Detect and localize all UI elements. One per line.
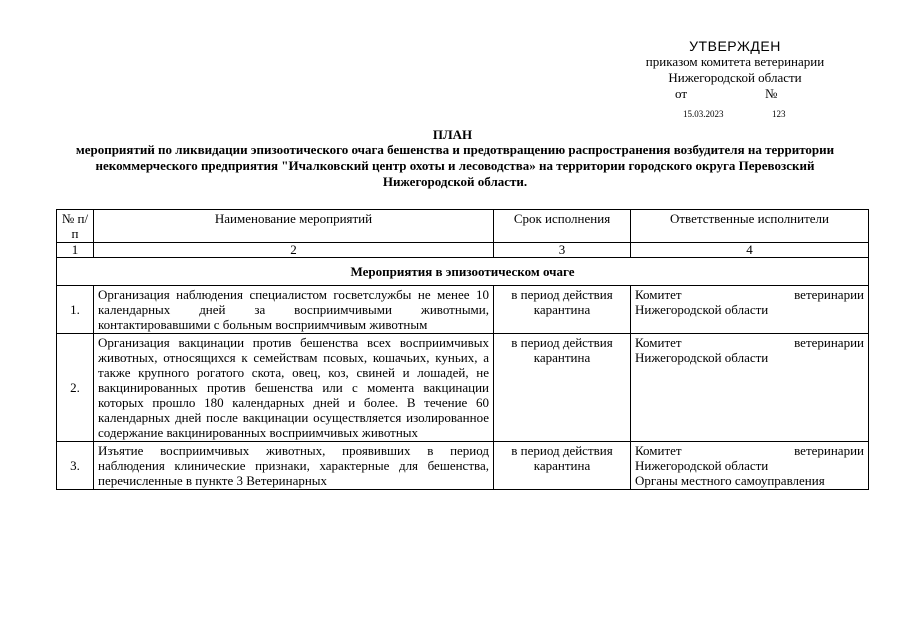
row-activity: Организация вакцинации против бешенства всех восприимчивых животных, относящихся к семействам псовых, кошачьих, куньих, а также крупного рогатого скота, овец, коз, свиней и лошадей, не вакцинированных против бешенства или с момента вакцинации которых прошло 180 календарных дней и более. В течение 60 календарных дней после вакцинации осуществляется изолированное содержание вакцинированных восприимчивых животных [94,334,494,442]
header-activity: Наименование мероприятий [94,210,494,243]
responsible-word: ветеринарии [794,287,864,302]
approval-from-label: от [675,86,688,101]
row-activity: Организация наблюдения специалистом госветслужбы не менее 10 календарных дней за восприимчивыми животными, контактировавшими с больным восприимчивым животным [94,286,494,334]
row-responsible [631,442,869,490]
header-term: Срок исполнения [494,210,631,243]
row-term: в период действия карантина [494,334,631,442]
column-number: 3 [494,243,631,258]
approval-from-row [600,86,870,102]
plan-table [56,209,869,490]
column-number: 4 [631,243,869,258]
approval-title: УТВЕРЖДЕН [689,38,781,54]
column-number: 1 [57,243,94,258]
row-number: 1. [57,286,94,334]
section-title: Мероприятия в эпизоотическом очаге [57,258,869,286]
plan-title: ПЛАН [432,127,473,142]
responsible-line: Нижегородской области [635,458,769,473]
responsible-word: Комитет [635,443,682,458]
approval-date-row [600,106,870,120]
approval-number-label: № [765,86,778,101]
section-row [57,258,869,286]
row-number: 2. [57,334,94,442]
table-row [57,442,869,490]
responsible-line [635,335,864,350]
approval-date: 15.03.2023 [683,109,724,119]
column-number-row [57,243,869,258]
responsible-line: Нижегородской области [635,350,769,365]
plan-description: мероприятий по ликвидации эпизоотического очага бешенства и предотвращению распространения возбудителя на территории некоммерческого предприятия "Ичалковский центр охоты и лесоводства» на территории городского округа Перевозский Нижегородской области. [75,142,835,189]
responsible-word: ветеринарии [794,443,864,458]
responsible-line [635,287,864,302]
header-responsible: Ответственные исполнители [631,210,869,243]
row-term: в период действия карантина [494,442,631,490]
responsible-line: Органы местного самоуправления [635,473,825,488]
responsible-word: ветеринарии [794,335,864,350]
header-num: № п/п [57,210,94,243]
approval-block [600,38,870,120]
approval-order-line: приказом комитета ветеринарии [645,54,825,69]
approval-number: 123 [772,109,786,119]
table-header-row [57,210,869,243]
table-row [57,334,869,442]
row-number: 3. [57,442,94,490]
column-number: 2 [94,243,494,258]
responsible-line [635,443,864,458]
approval-region-line: Нижегородской области [668,70,802,85]
row-responsible [631,286,869,334]
responsible-word: Комитет [635,335,682,350]
table-row [57,286,869,334]
row-activity: Изъятие восприимчивых животных, проявивших в период наблюдения клинические признаки, характерные для бешенства, перечисленные в пункте 3 Ветеринарных [94,442,494,490]
row-term: в период действия карантина [494,286,631,334]
row-responsible [631,334,869,442]
responsible-word: Комитет [635,287,682,302]
responsible-line: Нижегородской области [635,302,769,317]
